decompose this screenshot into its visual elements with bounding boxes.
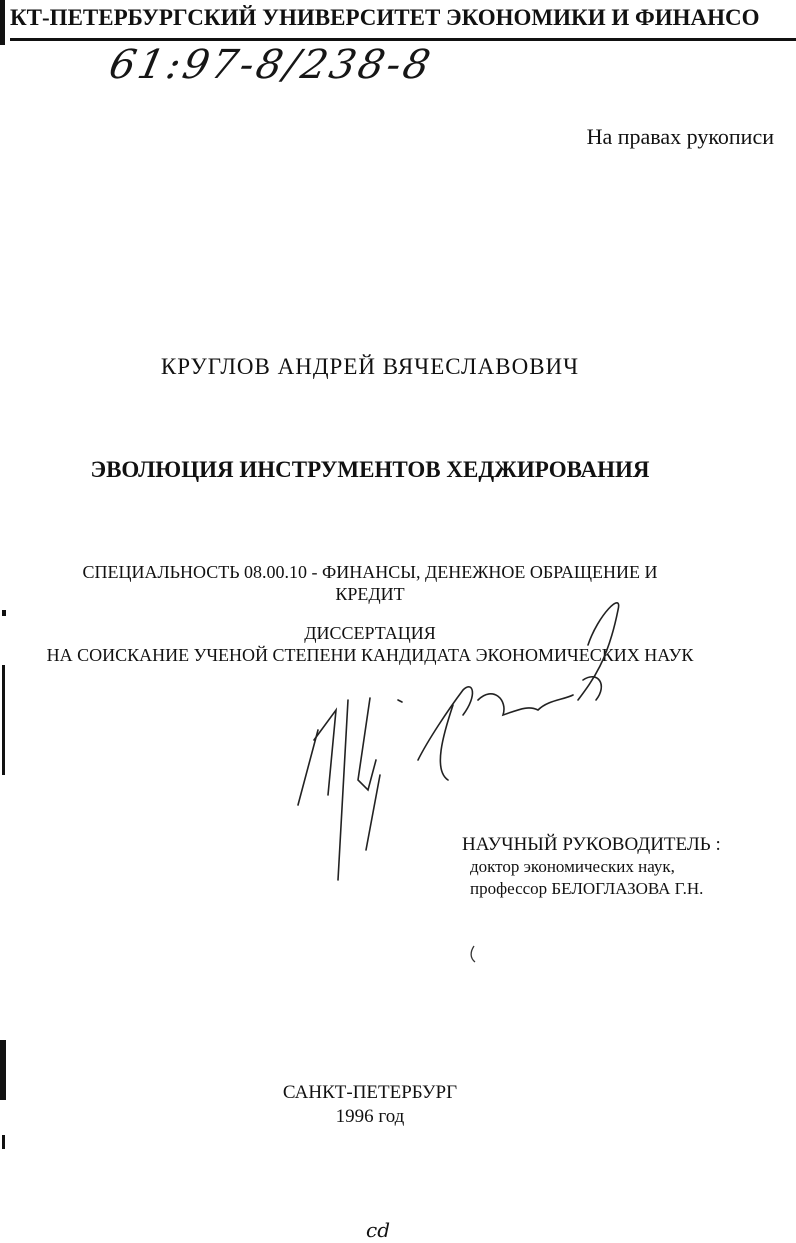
handwritten-archive-code: 61:97-8/238-8 (105, 42, 437, 88)
advisor-name: профессор БЕЛОГЛАЗОВА Г.Н. (470, 879, 704, 898)
manuscript-note: На правах рукописи (586, 124, 774, 149)
advisor-heading: НАУЧНЫЙ РУКОВОДИТЕЛЬ : (462, 834, 721, 855)
specialty-line-2: КРЕДИТ (335, 584, 405, 604)
scan-edge-mark-left-4 (2, 1135, 5, 1149)
dissertation-line-1: ДИССЕРТАЦИЯ (304, 623, 436, 643)
city-year-block (0, 1081, 740, 1129)
scan-edge-mark-left-2 (2, 665, 5, 775)
city-name: САНКТ-ПЕТЕРБУРГ (282, 1082, 458, 1103)
specialty-line-1: СПЕЦИАЛЬНОСТЬ 08.00.10 - ФИНАНСЫ, ДЕНЕЖНОЕ ОБРАЩЕНИЕ И (82, 562, 658, 582)
advisor-block (462, 834, 721, 900)
scan-edge-mark-left-1 (2, 610, 6, 616)
handwritten-page-mark: cd (366, 1218, 391, 1242)
advisor-degree: доктор экономических наук, (470, 857, 675, 876)
year: 1996 год (335, 1106, 405, 1127)
stray-pen-mark (468, 944, 478, 964)
header-rule (10, 38, 796, 41)
university-header: КТ-ПЕТЕРБУРГСКИЙ УНИВЕРСИТЕТ ЭКОНОМИКИ И ФИНАНСО (10, 5, 760, 30)
author-name: КРУГЛОВ АНДРЕЙ ВЯЧЕСЛАВОВИЧ (160, 354, 580, 379)
dissertation-line-2: НА СОИСКАНИЕ УЧЕНОЙ СТЕПЕНИ КАНДИДАТА ЭКОНОМИЧЕСКИХ НАУК (46, 645, 694, 665)
dissertation-title: ЭВОЛЮЦИЯ ИНСТРУМЕНТОВ ХЕДЖИРОВАНИЯ (90, 457, 650, 482)
